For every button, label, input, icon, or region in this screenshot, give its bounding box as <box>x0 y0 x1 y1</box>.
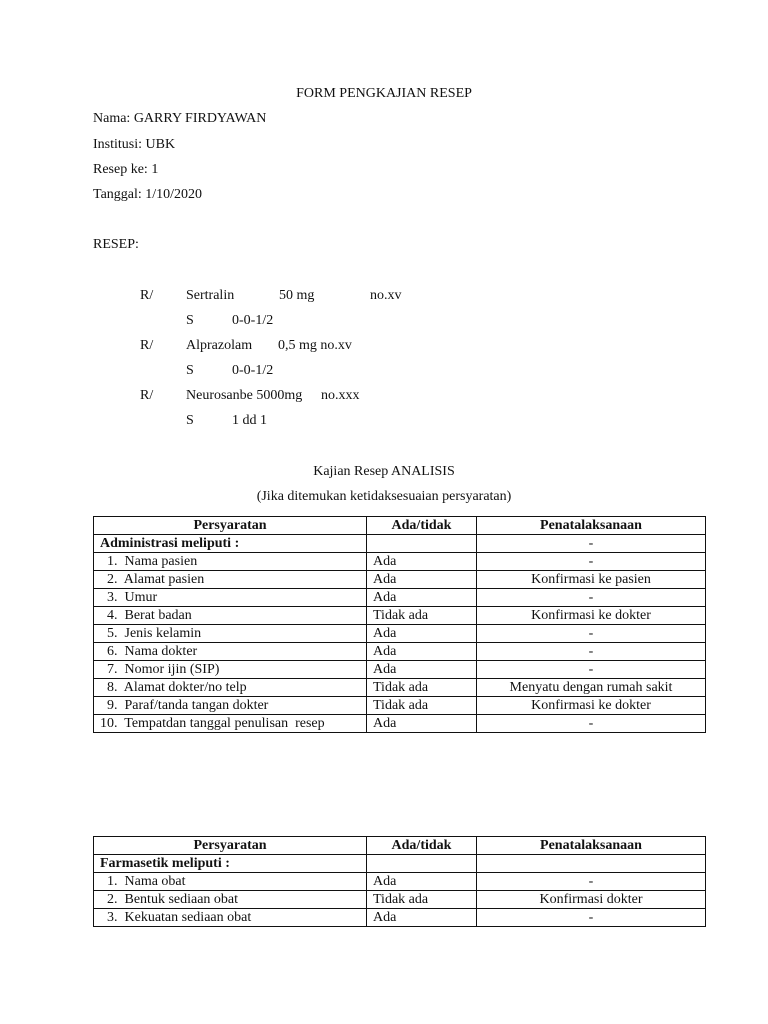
requirement-status: Ada <box>367 715 477 733</box>
requirement-status: Ada <box>367 661 477 679</box>
header-persyaratan: Persyaratan <box>94 837 367 855</box>
requirement-action: Konfirmasi dokter <box>477 891 706 909</box>
header-penatalaksanaan: Penatalaksanaan <box>477 517 706 535</box>
requirement-item: 1. Nama obat <box>94 873 367 891</box>
table-row <box>94 607 706 625</box>
patient-name: Nama: GARRY FIRDYAWAN <box>93 111 267 126</box>
requirement-item: 5. Jenis kelamin <box>94 625 367 643</box>
rx-symbol: R/ <box>140 338 154 353</box>
requirement-action: Menyatu dengan rumah sakit <box>477 679 706 697</box>
section-status <box>367 535 477 553</box>
analysis-heading: Kajian Resep ANALISIS <box>313 464 455 479</box>
header-ada-tidak: Ada/tidak <box>367 837 477 855</box>
requirement-action: - <box>477 661 706 679</box>
requirement-status: Tidak ada <box>367 679 477 697</box>
requirement-status: Tidak ada <box>367 607 477 625</box>
section-row <box>94 535 706 553</box>
requirement-action: - <box>477 909 706 927</box>
requirement-status: Ada <box>367 553 477 571</box>
rx-symbol: R/ <box>140 388 154 403</box>
requirement-item: 6. Nama dokter <box>94 643 367 661</box>
rx-dose: 0,5 mg no.xv <box>278 338 352 353</box>
table-row <box>94 909 706 927</box>
table-row <box>94 679 706 697</box>
requirement-status: Ada <box>367 643 477 661</box>
farmasetik-table <box>93 836 706 927</box>
rx-signa: S <box>186 363 194 378</box>
section-action: - <box>477 535 706 553</box>
requirement-item: 2. Alamat pasien <box>94 571 367 589</box>
table-header-row <box>94 517 706 535</box>
requirement-status: Ada <box>367 571 477 589</box>
form-title: FORM PENGKAJIAN RESEP <box>296 86 472 101</box>
header-persyaratan: Persyaratan <box>94 517 367 535</box>
requirement-item: 1. Nama pasien <box>94 553 367 571</box>
section-label: Farmasetik meliputi : <box>94 855 367 873</box>
requirement-status: Ada <box>367 909 477 927</box>
table-row <box>94 891 706 909</box>
section-label: Administrasi meliputi : <box>94 535 367 553</box>
requirement-status: Ada <box>367 589 477 607</box>
rx-signa: S <box>186 413 194 428</box>
requirement-item: 10. Tempatdan tanggal penulisan resep <box>94 715 367 733</box>
requirement-action: - <box>477 715 706 733</box>
requirement-item: 7. Nomor ijin (SIP) <box>94 661 367 679</box>
requirement-item: 8. Alamat dokter/no telp <box>94 679 367 697</box>
table-header-row <box>94 837 706 855</box>
requirement-status: Ada <box>367 625 477 643</box>
rx-rule: 0-0-1/2 <box>232 363 274 378</box>
requirement-action: - <box>477 643 706 661</box>
rx-dose: no.xxx <box>321 388 360 403</box>
requirement-status: Tidak ada <box>367 697 477 715</box>
rx-signa: S <box>186 313 194 328</box>
rx-rule: 1 dd 1 <box>232 413 267 428</box>
rx-symbol: R/ <box>140 288 154 303</box>
rx-quantity: no.xv <box>370 288 402 303</box>
table-row <box>94 715 706 733</box>
requirement-item: 4. Berat badan <box>94 607 367 625</box>
requirement-status: Tidak ada <box>367 891 477 909</box>
header-ada-tidak: Ada/tidak <box>367 517 477 535</box>
requirement-action: Konfirmasi ke dokter <box>477 697 706 715</box>
requirement-action: - <box>477 625 706 643</box>
rx-dose: 50 mg <box>279 288 315 303</box>
administrasi-table <box>93 516 706 733</box>
requirement-item: 9. Paraf/tanda tangan dokter <box>94 697 367 715</box>
rx-drug: Neurosanbe 5000mg <box>186 388 303 403</box>
requirement-item: 3. Kekuatan sediaan obat <box>94 909 367 927</box>
requirement-item: 3. Umur <box>94 589 367 607</box>
requirement-item: 2. Bentuk sediaan obat <box>94 891 367 909</box>
requirement-status: Ada <box>367 873 477 891</box>
table-row <box>94 571 706 589</box>
table-row <box>94 643 706 661</box>
requirement-action: Konfirmasi ke pasien <box>477 571 706 589</box>
requirement-action: - <box>477 873 706 891</box>
requirement-action: - <box>477 589 706 607</box>
prescription-number: Resep ke: 1 <box>93 162 159 177</box>
header-penatalaksanaan: Penatalaksanaan <box>477 837 706 855</box>
institution: Institusi: UBK <box>93 137 176 152</box>
requirement-action: - <box>477 553 706 571</box>
prescription-date: Tanggal: 1/10/2020 <box>93 187 203 202</box>
analysis-subheading: (Jika ditemukan ketidaksesuaian persyaratan) <box>256 489 512 504</box>
rx-rule: 0-0-1/2 <box>232 313 274 328</box>
table-row <box>94 873 706 891</box>
table-row <box>94 589 706 607</box>
resep-label: RESEP: <box>93 237 139 252</box>
table-row <box>94 661 706 679</box>
rx-drug: Alprazolam <box>186 338 253 353</box>
section-status <box>367 855 477 873</box>
table-row <box>94 697 706 715</box>
table-row <box>94 625 706 643</box>
rx-drug: Sertralin <box>186 288 235 303</box>
section-row <box>94 855 706 873</box>
requirement-action: Konfirmasi ke dokter <box>477 607 706 625</box>
section-action <box>477 855 706 873</box>
table-row <box>94 553 706 571</box>
